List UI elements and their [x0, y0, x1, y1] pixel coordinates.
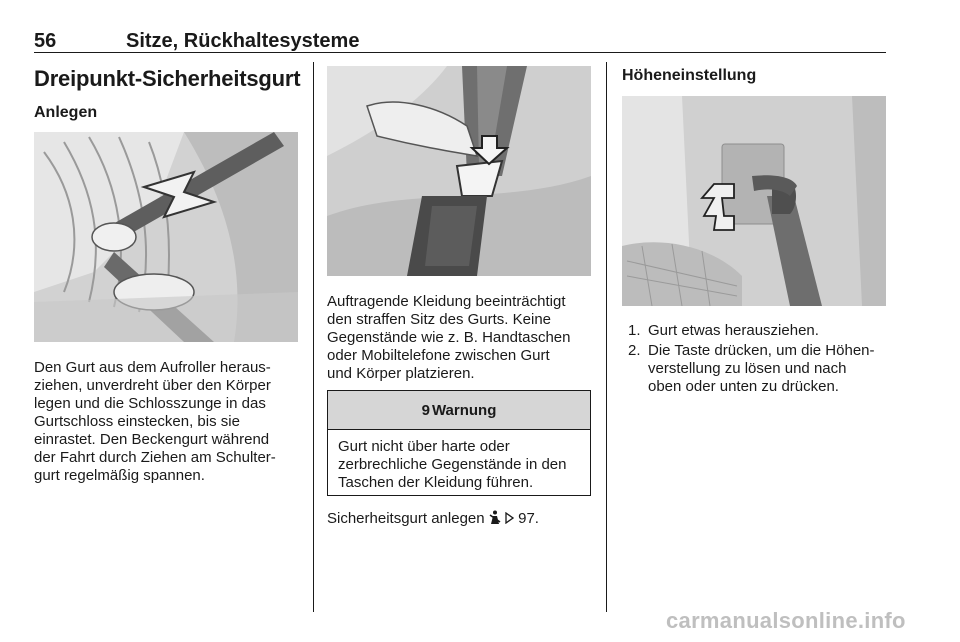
- text-line: gurt regelmäßig spannen.: [34, 467, 205, 484]
- text-line: Auftragende Kleidung beeinträchtigt: [327, 293, 566, 310]
- warning-text: [328, 430, 590, 492]
- page-header: [34, 30, 886, 53]
- illustration-fastening-belt: [34, 132, 298, 342]
- illustration-buckle: [327, 66, 591, 276]
- subsection-heading: Anlegen: [34, 104, 98, 121]
- list-number: 1.: [628, 322, 641, 339]
- text-line: Die Taste drücken, um die Höhen-: [648, 342, 875, 359]
- text-line: Gurt nicht über harte oder: [338, 438, 510, 455]
- warning-box: [327, 390, 591, 496]
- text-line: Den Gurt aus dem Aufroller heraus-: [34, 359, 271, 376]
- paragraph-clothing: [327, 293, 602, 383]
- list-item: [628, 322, 890, 340]
- text-line: zerbrechliche Gegenstände in den: [338, 456, 567, 473]
- text-line: einrastet. Den Beckengurt während: [34, 431, 270, 448]
- text-line: Gurtschloss einstecken, bis sie: [34, 413, 240, 430]
- text-line: und Körper platzieren.: [327, 365, 475, 382]
- column-divider-1: [313, 62, 314, 612]
- list-number: 2.: [628, 342, 641, 359]
- seatbelt-icon: [489, 510, 501, 528]
- cross-reference: [327, 510, 602, 528]
- illustration-height-adjuster: [622, 96, 886, 306]
- instruction-list: [628, 322, 890, 398]
- text-line: oder Mobiltelefone zwischen Gurt: [327, 347, 550, 364]
- list-item: [628, 342, 890, 396]
- page-reference-icon: [505, 510, 514, 528]
- text-line: den straffen Sitz des Gurts. Keine: [327, 311, 552, 328]
- text-line: der Fahrt durch Ziehen am Schulter-: [34, 449, 276, 466]
- section-heading: Dreipunkt-Sicherheitsgurt: [34, 66, 301, 91]
- text-line: legen und die Schlosszunge in das: [34, 395, 266, 412]
- text-line: Gegenstände wie z. B. Handtaschen: [327, 329, 571, 346]
- warning-icon: 9: [421, 401, 430, 419]
- text-line: oben oder unten zu drücken.: [648, 378, 839, 395]
- text-line: Gurt etwas herausziehen.: [648, 322, 819, 339]
- watermark: carmanualsonline.info: [666, 608, 906, 633]
- warning-header: [328, 391, 590, 430]
- column-divider-2: [606, 62, 607, 612]
- section-heading-height: Höheneinstellung: [622, 67, 757, 84]
- page-number: 56: [34, 30, 57, 52]
- cross-reference-text: Sicherheitsgurt anlegen: [327, 510, 485, 527]
- paragraph-fastening: [34, 359, 304, 485]
- chapter-title: Sitze, Rückhaltesysteme: [126, 30, 360, 52]
- text-line: Taschen der Kleidung führen.: [338, 474, 534, 491]
- cross-reference-page: 97.: [518, 510, 539, 527]
- text-line: ziehen, unverdreht über den Körper: [34, 377, 271, 394]
- warning-title: Warnung: [431, 401, 497, 419]
- text-line: verstellung zu lösen und nach: [648, 360, 847, 377]
